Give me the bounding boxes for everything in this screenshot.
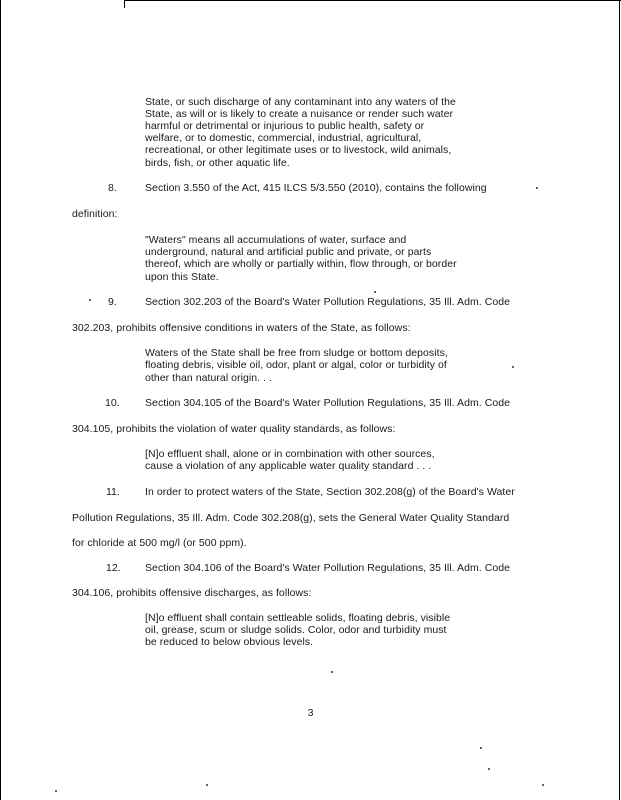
page-number: 3 [307, 707, 314, 719]
quote-line: State, as will or is likely to create a nuisance or render such water [145, 108, 454, 120]
quote-line: harmful or detrimental or injurious to public health, safety or [145, 120, 425, 132]
paragraph-line: 302.203, prohibits offensive conditions in waters of the State, as follows: [72, 322, 411, 334]
paragraph-number: 8. [108, 182, 117, 194]
scan-edge-tick [124, 0, 125, 8]
scan-speck [488, 768, 490, 770]
paragraph-number: 9. [108, 296, 117, 308]
paragraph-line: Pollution Regulations, 35 Ill. Adm. Code 302.208(g), sets the General Water Quality Standard [72, 512, 510, 524]
paragraph-line: Section 304.106 of the Board's Water Pollution Regulations, 35 Ill. Adm. Code [145, 562, 511, 574]
paragraph-number: 12. [106, 562, 121, 574]
quote-line: floating debris, visible oil, odor, plant or algal, color or turbidity of [145, 359, 447, 371]
scan-speck [542, 784, 544, 786]
quote-line: other than natural origin. . . [145, 372, 272, 384]
quote-line: "Waters" means all accumulations of water, surface and [145, 234, 407, 246]
quote-line: thereof, which are wholly or partially within, flow through, or border [145, 258, 457, 270]
quote-line: be reduced to below obvious levels. [145, 636, 314, 648]
scan-speck [331, 671, 333, 673]
paragraph-line: definition: [72, 208, 118, 220]
quote-line: Waters of the State shall be free from sludge or bottom deposits, [145, 347, 448, 359]
paragraph-line: 304.105, prohibits the violation of water quality standards, as follows: [72, 423, 396, 435]
quote-line: birds, fish, or other aquatic life. [145, 157, 290, 169]
quote-line: recreational, or other legitimate uses or to livestock, wild animals, [145, 144, 452, 156]
paragraph-line: Section 304.105 of the Board's Water Pollution Regulations, 35 Ill. Adm. Code [145, 397, 511, 409]
scan-edge-right [619, 0, 620, 800]
quote-line: State, or such discharge of any contaminant into any waters of the [145, 96, 456, 108]
paragraph-line: Section 302.203 of the Board's Water Pollution Regulations, 35 Ill. Adm. Code [145, 296, 511, 308]
paragraph-number: 10. [105, 397, 120, 409]
scan-speck [512, 366, 514, 368]
scan-speck [374, 291, 376, 293]
scan-speck [480, 747, 482, 749]
paragraph-number: 11. [106, 486, 120, 498]
quote-line: cause a violation of any applicable water quality standard . . . [145, 460, 432, 472]
paragraph-line: Section 3.550 of the Act, 415 ILCS 5/3.550 (2010), contains the following [145, 182, 487, 194]
scan-edge-left [0, 0, 1, 800]
paragraph-line: 304.106, prohibits offensive discharges, as follows: [72, 587, 312, 599]
quote-line: welfare, or to domestic, commercial, industrial, agricultural, [145, 132, 422, 144]
scan-speck [89, 299, 91, 301]
scan-edge-top [124, 0, 621, 1]
quote-line: underground, natural and artificial public and private, or parts [145, 246, 432, 258]
scan-speck [206, 784, 208, 786]
quote-line: upon this State. [145, 271, 219, 283]
quote-line: [N]o effluent shall contain settleable solids, floating debris, visible [145, 612, 451, 624]
scan-speck [55, 790, 57, 792]
quote-line: [N]o effluent shall, alone or in combination with other sources, [145, 448, 435, 460]
paragraph-line: In order to protect waters of the State, Section 302.208(g) of the Board's Water [145, 486, 515, 498]
quote-line: oil, grease, scum or sludge solids. Color, odor and turbidity must [145, 624, 447, 636]
scan-speck [536, 187, 538, 189]
paragraph-line: for chloride at 500 mg/l (or 500 ppm). [72, 537, 247, 549]
